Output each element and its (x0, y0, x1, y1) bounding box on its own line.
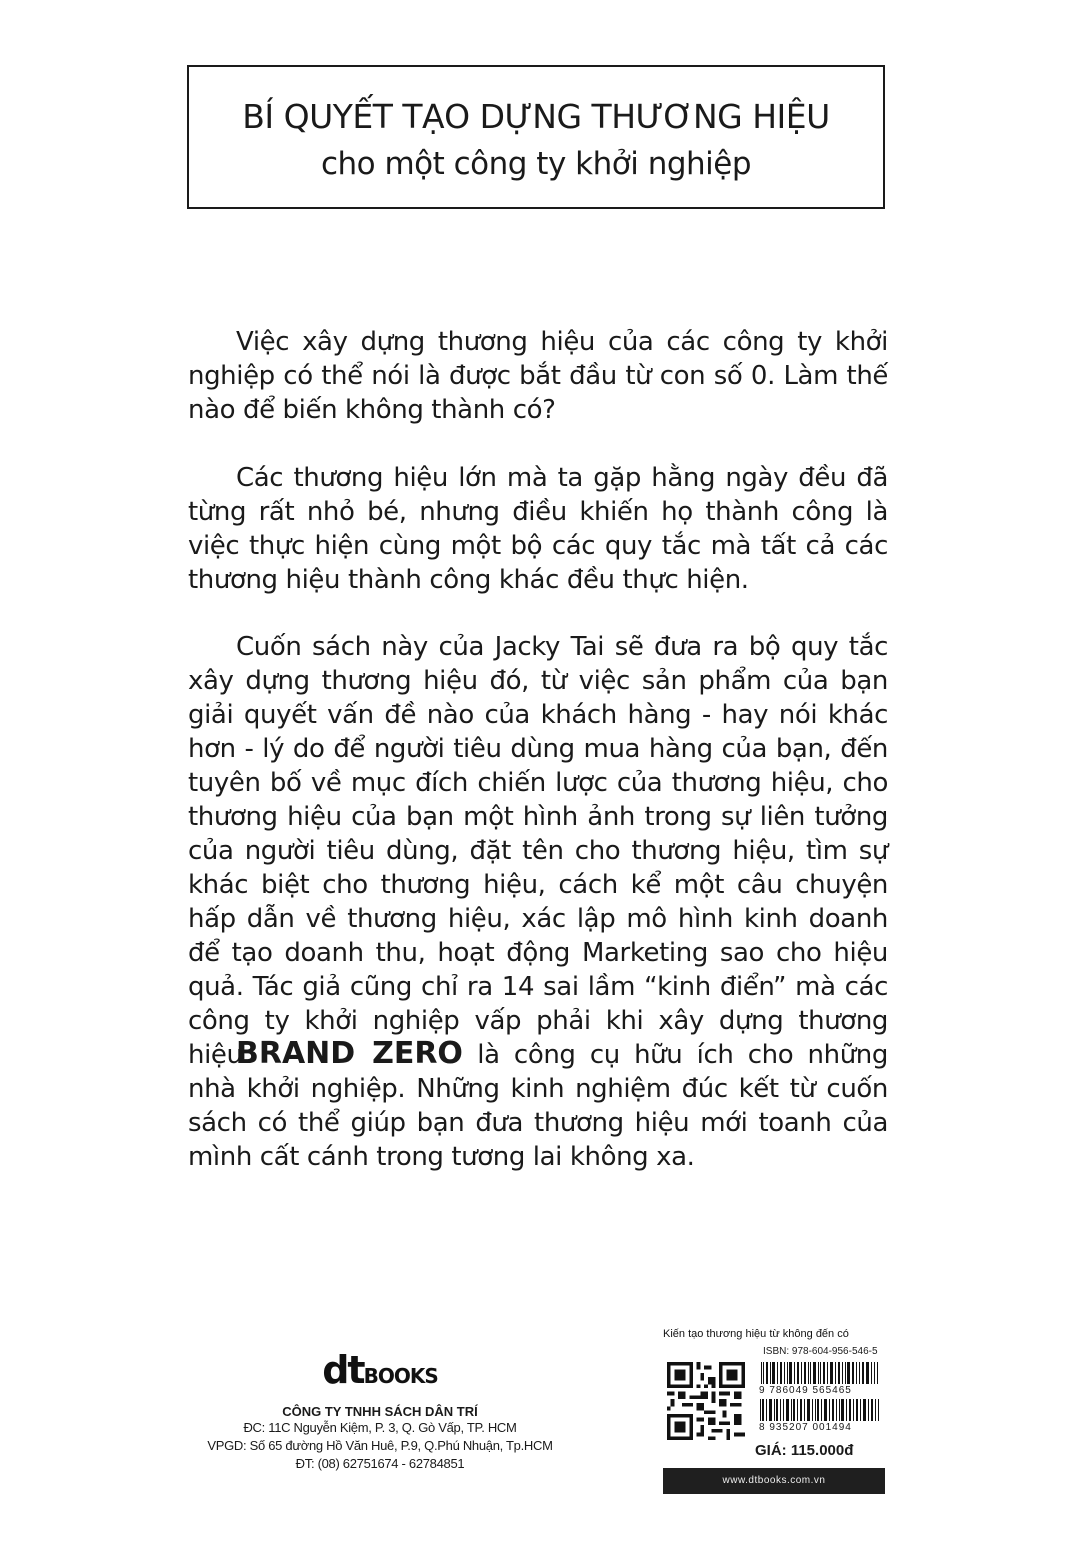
price-label: GIÁ: 115.000đ (755, 1442, 854, 1459)
publisher-address: ĐC: 11C Nguyễn Kiệm, P. 3, Q. Gò Vấp, TP. HCM (243, 1420, 517, 1435)
title-box (187, 65, 885, 209)
paragraph-text: Cuốn sách này của Jacky Tai sẽ đưa ra bộ quy tắc xây dựng thương hiệu đó, từ việc sản phẩm của bạn giải quyết vấn đề nào của khách hàng - hay nói khác hơn - lý do để người tiêu dùng mua hàng của bạn, đến tuyên bố về mục đích chiến lược của thương hiệu, cho thương hiệu của bạn một hình ảnh trong sự liên tưởng của người tiêu dùng, đặt tên cho thương hiệu, tìm sự khác biệt cho thương hiệu, cách kể một câu chuyện hấp dẫn về thương hiệu, xác lập mô hình kinh doanh để tạo doanh thu, hoạt động Marketing sao cho hiệu quả. Tác giả cũng chỉ ra 14 sai lầm “kinh điển” mà các công ty khởi nghiệp vấp phải khi xây dựng thương hiệu. (188, 632, 888, 1070)
publisher-name: CÔNG TY TNHH SÁCH DÂN TRÍ (282, 1404, 478, 1419)
paragraph-3 (188, 630, 888, 1072)
publisher-office: VPGD: Số 65 đường Hồ Văn Huê, P.9, Q.Phú Nhuận, Tp.HCM (207, 1438, 553, 1453)
paragraph-1 (188, 325, 888, 427)
paragraph-text (188, 1037, 888, 1174)
publisher-block (185, 1350, 575, 1473)
book-title-small: Kiến tạo thương hiệu từ không đến có (663, 1328, 849, 1340)
isbn-label: ISBN: 978-604-956-546-5 (763, 1346, 878, 1357)
paragraph-2 (188, 461, 888, 597)
website-bar: www.dtbooks.com.vn (663, 1468, 885, 1494)
barcode-panel (663, 1328, 885, 1486)
paragraph-4 (188, 1037, 888, 1174)
title-line-2: cho một công ty khởi nghiệp (320, 146, 752, 182)
barcode-area (759, 1362, 881, 1434)
qr-code-icon (667, 1362, 745, 1440)
barcode-2-icon (759, 1399, 881, 1421)
paragraph-text: Việc xây dựng thương hiệu của các công ty khởi nghiệp có thể nói là được bắt đầu từ con số 0. Làm thế nào để biến không thành có? (188, 327, 888, 425)
publisher-logo: dtBOOKS (322, 1348, 438, 1392)
paragraph-text: Các thương hiệu lớn mà ta gặp hằng ngày đều đã từng rất nhỏ bé, nhưng điều khiến họ thành công là việc thực hiện cùng một bộ các quy tắc mà tất cả các thương hiệu thành công khác đều thực hiện. (188, 463, 888, 595)
barcode-2-number: 8 935207 001494 (759, 1422, 852, 1433)
publisher-phone: ĐT: (08) 62751674 - 62784851 (295, 1456, 465, 1471)
barcode-1-number: 9 786049 565465 (759, 1385, 852, 1396)
brand-name: BRAND ZERO (236, 1036, 463, 1071)
title-line-1: BÍ QUYẾT TẠO DỰNG THƯƠNG HIỆU (242, 97, 830, 136)
barcode-1-icon (759, 1362, 881, 1384)
paragraph-rest: là công cụ hữu ích cho những nhà khởi nghiệp. Những kinh nghiệm đúc kết từ cuốn sách có thể giúp bạn đưa thương hiệu mới toanh của mình cất cánh trong tương lai không xa. (188, 1040, 888, 1172)
